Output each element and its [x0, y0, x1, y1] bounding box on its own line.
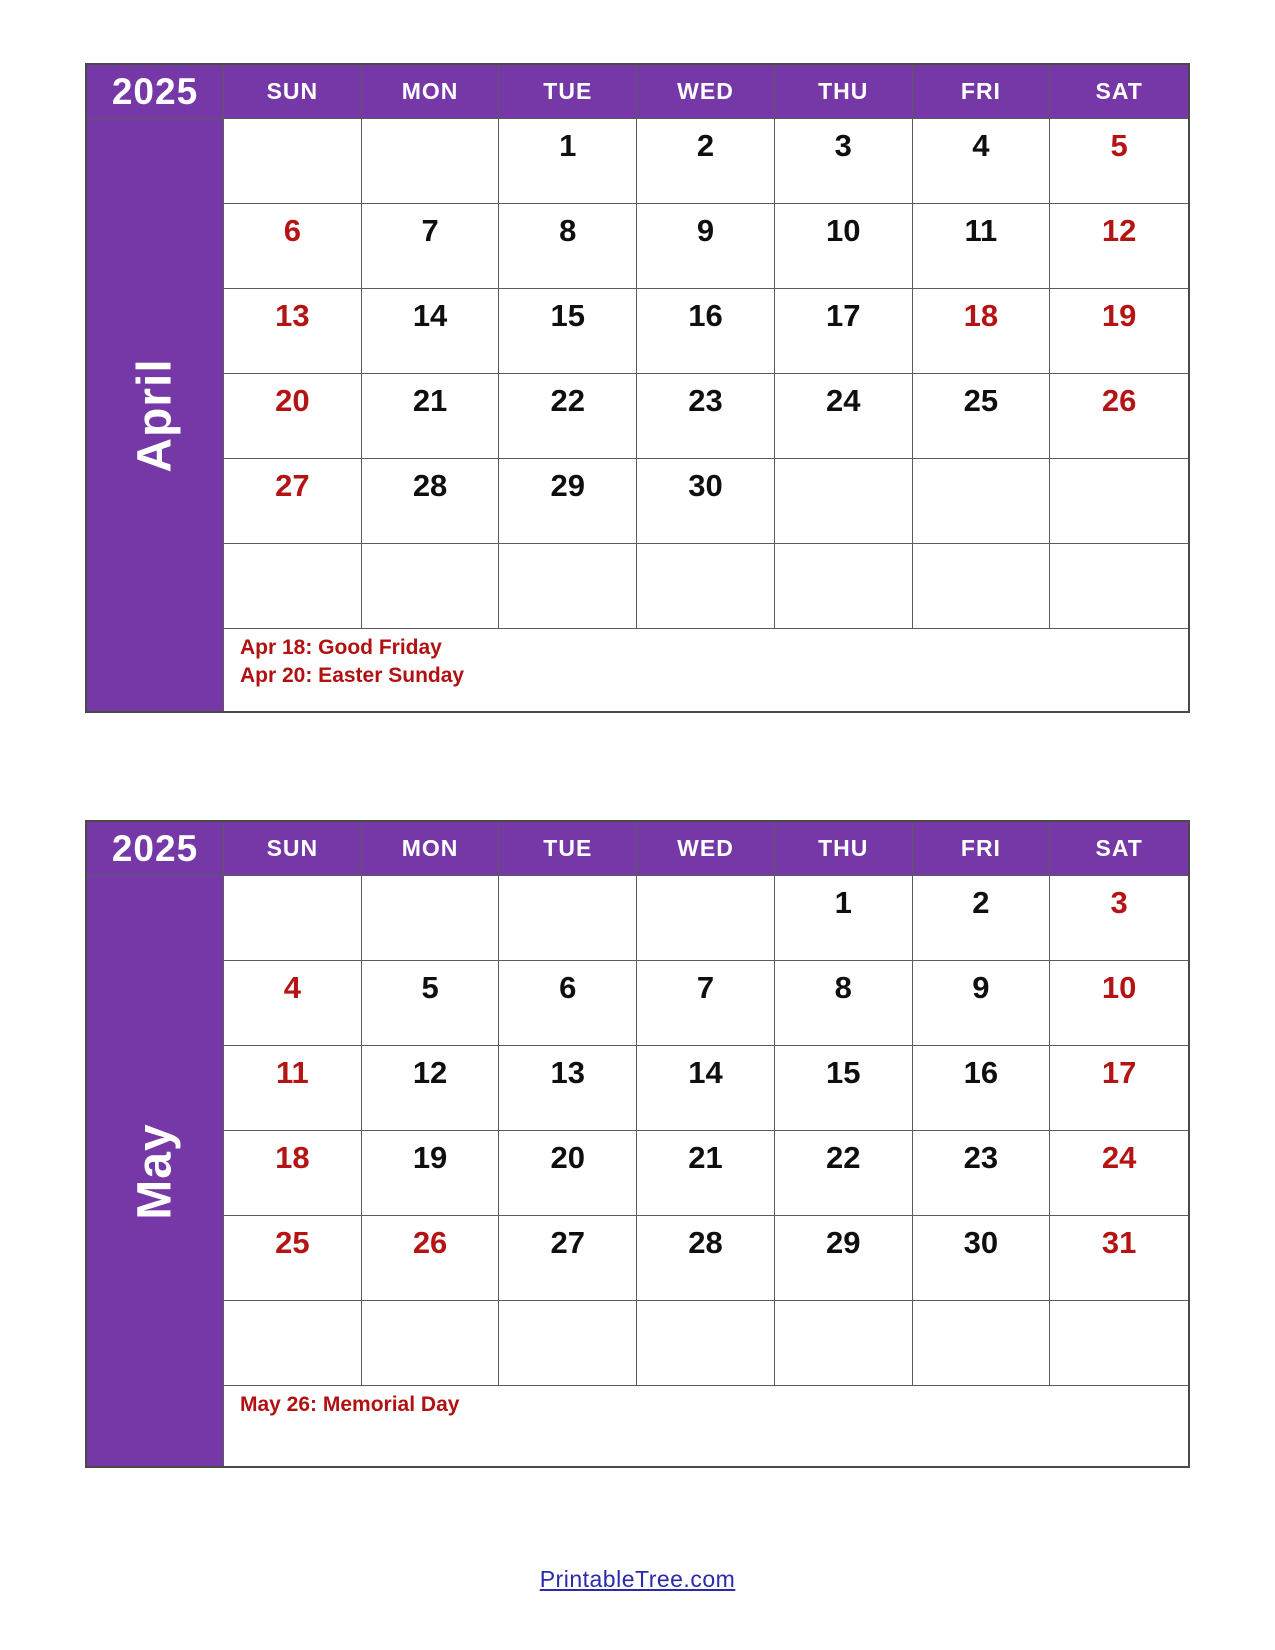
date-cell [362, 1131, 500, 1216]
date-cell [499, 1131, 637, 1216]
date-number: 24 [825, 383, 861, 418]
date-number: 4 [972, 128, 990, 163]
dow-tue: TUE [499, 822, 637, 876]
dow-sat: SAT [1050, 822, 1188, 876]
date-cell [637, 1131, 775, 1216]
date-number: 3 [834, 128, 852, 163]
date-number: 2 [696, 128, 715, 163]
date-cell [913, 289, 1051, 374]
dow-wed: WED [637, 65, 775, 119]
date-number: 30 [688, 468, 723, 503]
date-number: 8 [559, 213, 577, 248]
dow-sat: SAT [1050, 65, 1188, 119]
date-number: 26 [412, 1225, 448, 1260]
holiday-note-line: May 26: Memorial Day [240, 1393, 460, 1416]
date-number: 5 [421, 970, 439, 1005]
date-number: 19 [1101, 298, 1137, 333]
date-cell [1050, 1216, 1188, 1301]
date-number: 30 [963, 1225, 999, 1260]
date-number: 11 [275, 1055, 309, 1090]
date-number: 11 [964, 213, 998, 248]
date-number: 24 [1101, 1140, 1137, 1175]
date-number: 18 [275, 1140, 310, 1175]
dow-thu: THU [775, 822, 913, 876]
date-cell [224, 1046, 362, 1131]
empty-cell [362, 1301, 500, 1386]
date-cell [499, 459, 637, 544]
year-label: 2025 [87, 822, 224, 876]
empty-cell [913, 544, 1051, 629]
month-label: April [128, 357, 182, 473]
date-number: 9 [696, 213, 715, 248]
date-cell [775, 961, 913, 1046]
date-number: 8 [834, 970, 852, 1005]
empty-cell [775, 544, 913, 629]
month-label: May [128, 1122, 182, 1220]
date-number: 28 [412, 468, 448, 503]
date-cell [224, 289, 362, 374]
empty-cell [1050, 459, 1188, 544]
date-cell [224, 204, 362, 289]
empty-cell [224, 1301, 362, 1386]
date-cell [224, 459, 362, 544]
date-number: 13 [550, 1055, 586, 1090]
dow-wed: WED [637, 822, 775, 876]
date-number: 31 [1101, 1225, 1137, 1260]
date-cell [1050, 1131, 1188, 1216]
date-number: 29 [825, 1225, 861, 1260]
date-cell [499, 119, 637, 204]
date-number: 1 [834, 885, 852, 920]
dow-fri: FRI [913, 822, 1051, 876]
date-cell [913, 204, 1051, 289]
date-number: 19 [412, 1140, 448, 1175]
date-cell [224, 1216, 362, 1301]
date-number: 21 [412, 383, 448, 418]
dow-mon: MON [362, 65, 500, 119]
date-number: 9 [972, 970, 990, 1005]
date-number: 26 [1101, 383, 1137, 418]
date-number: 25 [275, 1225, 310, 1260]
empty-cell [362, 876, 500, 961]
calendar-may [85, 820, 1190, 1468]
dow-mon: MON [362, 822, 500, 876]
date-cell [775, 1131, 913, 1216]
date-cell [1050, 289, 1188, 374]
date-number: 12 [1101, 213, 1137, 248]
date-number: 17 [1101, 1055, 1137, 1090]
calendar-april [85, 63, 1190, 713]
date-cell [1050, 204, 1188, 289]
date-cell [1050, 374, 1188, 459]
date-cell [775, 1216, 913, 1301]
empty-cell [637, 544, 775, 629]
date-cell [362, 374, 500, 459]
date-number: 4 [283, 970, 301, 1005]
dow-thu: THU [775, 65, 913, 119]
empty-cell [499, 544, 637, 629]
date-number: 22 [550, 383, 586, 418]
date-number: 18 [963, 298, 999, 333]
date-cell [913, 119, 1051, 204]
empty-cell [224, 876, 362, 961]
date-cell [913, 1046, 1051, 1131]
empty-cell [1050, 1301, 1188, 1386]
date-cell [637, 1046, 775, 1131]
date-number: 14 [688, 1055, 723, 1090]
date-number: 5 [1110, 128, 1128, 163]
date-cell [637, 204, 775, 289]
date-cell [224, 961, 362, 1046]
date-cell [362, 961, 500, 1046]
date-cell [637, 1216, 775, 1301]
month-bar [87, 876, 224, 1466]
date-number: 27 [275, 468, 310, 503]
empty-cell [362, 544, 500, 629]
date-number: 12 [412, 1055, 448, 1090]
date-number: 29 [550, 468, 586, 503]
date-number: 27 [550, 1225, 586, 1260]
date-cell [499, 1216, 637, 1301]
date-number: 21 [688, 1140, 723, 1175]
date-number: 17 [825, 298, 861, 333]
date-number: 15 [550, 298, 586, 333]
date-cell [1050, 119, 1188, 204]
footer-link[interactable]: PrintableTree.com [539, 1566, 736, 1592]
date-number: 25 [963, 383, 999, 418]
dow-sun: SUN [224, 822, 362, 876]
date-cell [362, 1046, 500, 1131]
dow-tue: TUE [499, 65, 637, 119]
empty-cell [1050, 544, 1188, 629]
date-cell [1050, 1046, 1188, 1131]
dow-sun: SUN [224, 65, 362, 119]
date-cell [775, 119, 913, 204]
empty-cell [913, 459, 1051, 544]
date-number: 15 [825, 1055, 861, 1090]
date-number: 16 [963, 1055, 999, 1090]
date-cell [499, 1046, 637, 1131]
month-bar [87, 119, 224, 711]
date-cell [637, 289, 775, 374]
date-number: 3 [1110, 885, 1128, 920]
date-number: 20 [550, 1140, 586, 1175]
date-number: 23 [963, 1140, 999, 1175]
holiday-note-line: Apr 20: Easter Sunday [240, 664, 465, 688]
date-number: 28 [688, 1225, 723, 1260]
empty-cell [224, 544, 362, 629]
date-number: 6 [559, 970, 577, 1005]
year-label: 2025 [87, 65, 224, 119]
date-number: 14 [412, 298, 448, 333]
date-number: 10 [1101, 970, 1137, 1005]
date-cell [1050, 961, 1188, 1046]
date-number: 7 [696, 970, 715, 1005]
footer [0, 1566, 1275, 1593]
date-cell [637, 374, 775, 459]
date-number: 6 [283, 213, 301, 248]
date-cell [913, 961, 1051, 1046]
date-cell [637, 459, 775, 544]
date-cell [913, 374, 1051, 459]
date-cell [362, 289, 500, 374]
date-cell [637, 119, 775, 204]
date-number: 20 [275, 383, 310, 418]
date-cell [1050, 876, 1188, 961]
date-number: 13 [275, 298, 310, 333]
empty-cell [637, 1301, 775, 1386]
holiday-note-line: Apr 18: Good Friday [240, 636, 442, 659]
date-cell [499, 204, 637, 289]
date-number: 23 [688, 383, 723, 418]
date-number: 1 [559, 128, 577, 163]
date-cell [499, 374, 637, 459]
date-cell [913, 876, 1051, 961]
date-cell [499, 961, 637, 1046]
date-cell [913, 1131, 1051, 1216]
date-cell [362, 204, 500, 289]
date-number: 10 [825, 213, 861, 248]
empty-cell [362, 119, 500, 204]
date-cell [775, 876, 913, 961]
date-cell [224, 374, 362, 459]
date-number: 2 [972, 885, 990, 920]
date-number: 22 [825, 1140, 861, 1175]
date-cell [499, 289, 637, 374]
empty-cell [775, 459, 913, 544]
empty-cell [224, 119, 362, 204]
date-cell [224, 1131, 362, 1216]
date-cell [913, 1216, 1051, 1301]
empty-cell [637, 876, 775, 961]
date-number: 7 [421, 213, 439, 248]
date-cell [775, 374, 913, 459]
date-cell [362, 1216, 500, 1301]
date-cell [775, 289, 913, 374]
date-cell [775, 204, 913, 289]
holiday-notes [224, 1386, 1188, 1466]
empty-cell [775, 1301, 913, 1386]
dow-fri: FRI [913, 65, 1051, 119]
holiday-notes [224, 629, 1188, 711]
empty-cell [913, 1301, 1051, 1386]
date-number: 16 [688, 298, 723, 333]
date-cell [775, 1046, 913, 1131]
empty-cell [499, 1301, 637, 1386]
date-cell [637, 961, 775, 1046]
date-cell [362, 459, 500, 544]
empty-cell [499, 876, 637, 961]
